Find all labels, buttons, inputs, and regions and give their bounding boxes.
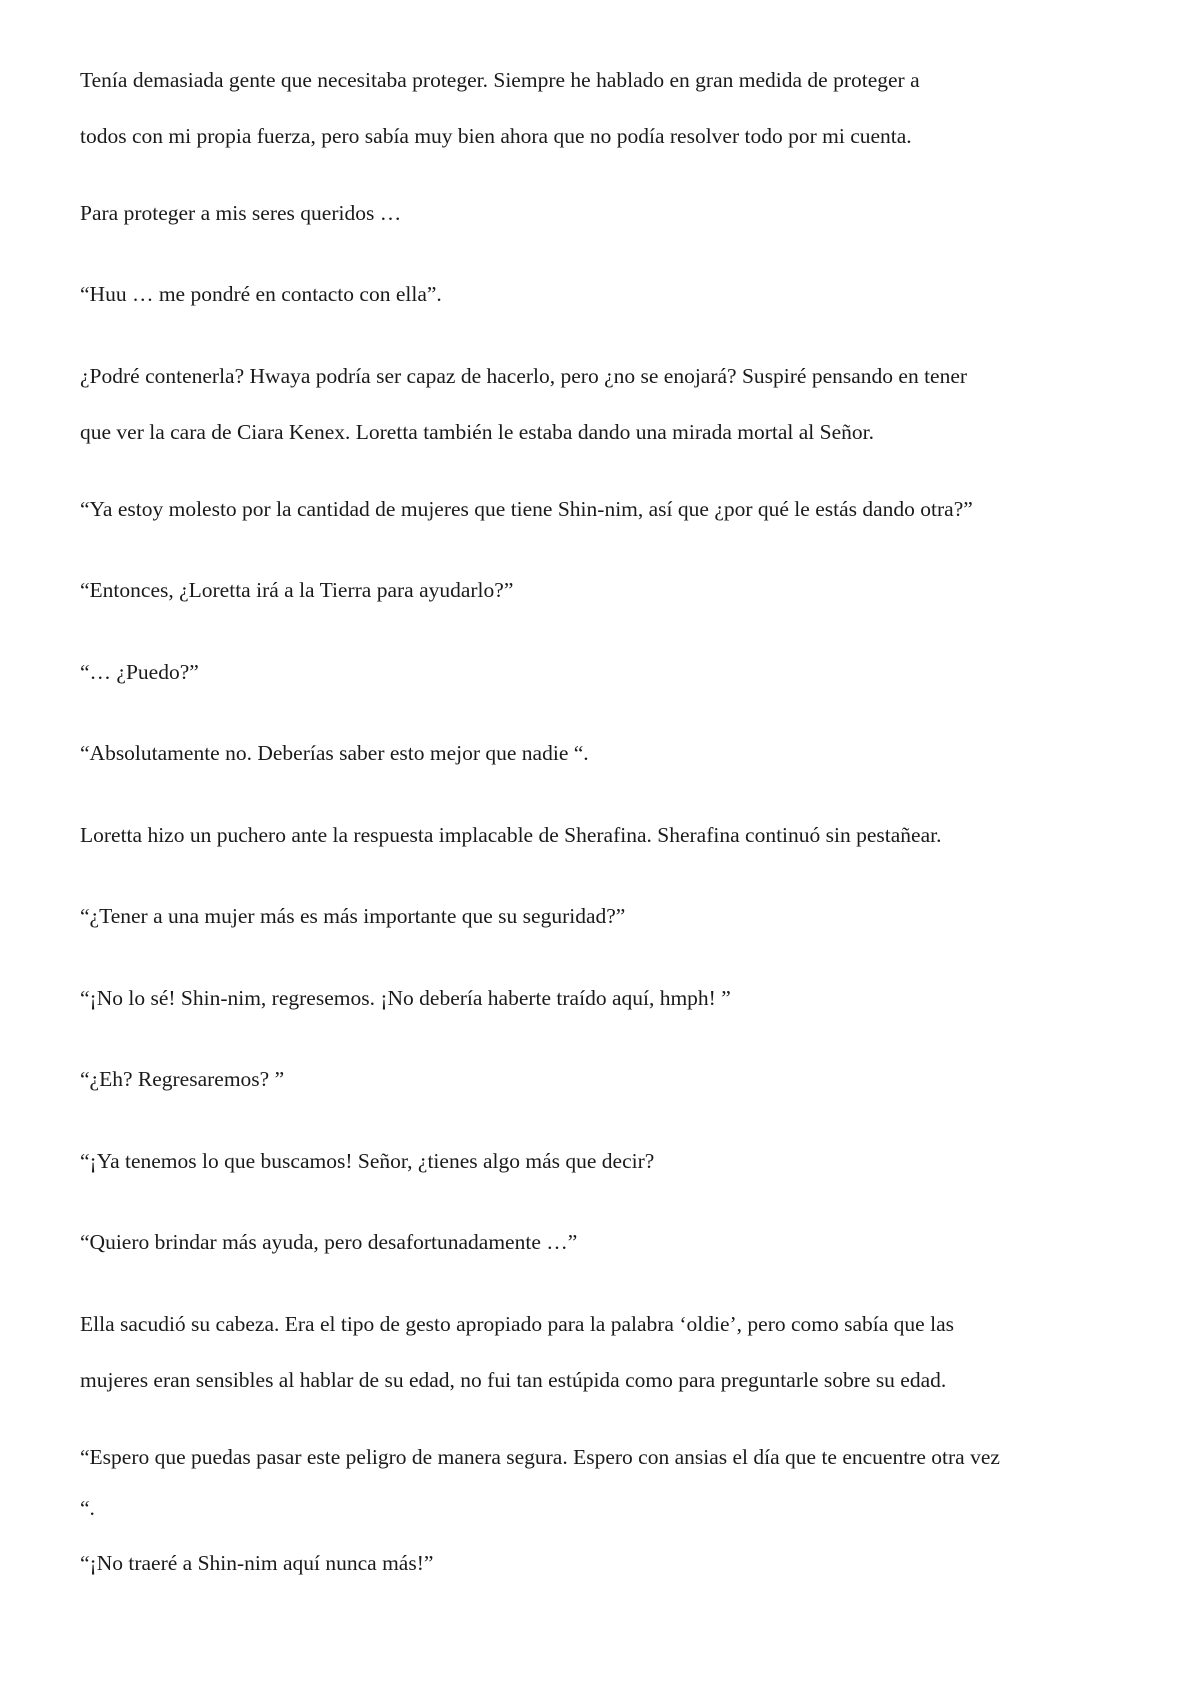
text-line: “Espero que puedas pasar este peligro de manera segura. Espero con ansias el día que te encuentre otra vez [80, 1445, 1000, 1469]
text-line: “Huu … me pondré en contacto con ella”. [80, 282, 442, 306]
text-line: Tenía demasiada gente que necesitaba proteger. Siempre he hablado en gran medida de proteger a [80, 68, 920, 92]
text-line: ¿Podré contenerla? Hwaya podría ser capaz de hacerlo, pero ¿no se enojará? Suspiré pensando en tener [80, 364, 968, 388]
text-line: “¡Ya tenemos lo que buscamos! Señor, ¿tienes algo más que decir? [80, 1149, 655, 1173]
text-line: Ella sacudió su cabeza. Era el tipo de gesto apropiado para la palabra ‘oldie’, pero como sabía que las [80, 1312, 954, 1336]
text-line: “¿Eh? Regresaremos? ” [80, 1067, 285, 1091]
text-line: Para proteger a mis seres queridos … [80, 201, 402, 225]
text-line: “¡No lo sé! Shin-nim, regresemos. ¡No debería haberte traído aquí, hmph! ” [80, 986, 731, 1010]
text-line: “… ¿Puedo?” [80, 660, 199, 684]
text-line: mujeres eran sensibles al hablar de su edad, no fui tan estúpida como para preguntarle sobre su edad. [80, 1368, 947, 1392]
text-line: todos con mi propia fuerza, pero sabía muy bien ahora que no podía resolver todo por mi cuenta. [80, 124, 912, 148]
text-line: “¿Tener a una mujer más es más importante que su seguridad?” [80, 904, 626, 928]
text-line: “Absolutamente no. Deberías saber esto mejor que nadie “. [80, 741, 589, 765]
text-line: “Quiero brindar más ayuda, pero desafortunadamente …” [80, 1230, 578, 1254]
text-line: Loretta hizo un puchero ante la respuesta implacable de Sherafina. Sherafina continuó sin pestañear. [80, 823, 942, 847]
text-line: “Entonces, ¿Loretta irá a la Tierra para ayudarlo?” [80, 578, 514, 602]
text-line: que ver la cara de Ciara Kenex. Loretta también le estaba dando una mirada mortal al Señor. [80, 420, 874, 444]
text-line: “. [80, 1496, 95, 1520]
text-line: “Ya estoy molesto por la cantidad de mujeres que tiene Shin-nim, así que ¿por qué le estás dando otra?” [80, 497, 973, 521]
text-line: “¡No traeré a Shin-nim aquí nunca más!” [80, 1551, 434, 1575]
